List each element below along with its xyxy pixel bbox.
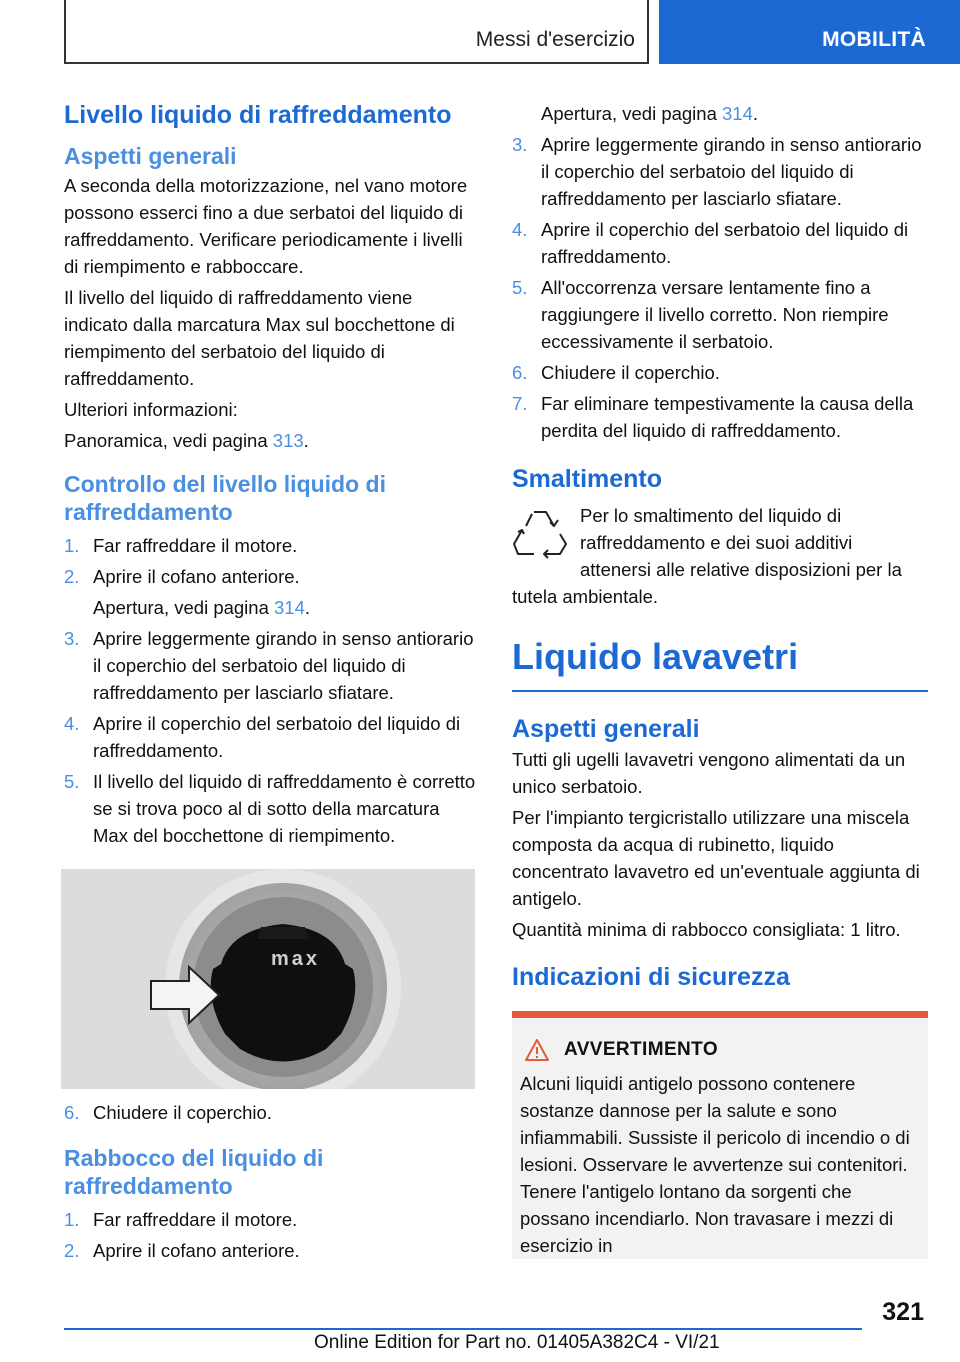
list-item: 1. Far raffreddare il motore. xyxy=(64,1209,298,1230)
list-item: 7. Far eliminare tempestivamente la causa della perdita del liquido di raffreddamento. xyxy=(512,393,914,441)
step6-list xyxy=(64,1099,476,1126)
list-item: 3. Aprire leggermente girando in senso antiorario il coperchio del serbatoio del liquido di raffreddamento per lasciarlo sfiatare. xyxy=(64,628,474,703)
list-item: 2. Aprire il cofano anteriore. xyxy=(64,566,300,587)
header-section-label: Messi d'esercizio xyxy=(475,28,635,51)
list-item: 6. Chiudere il coperchio. xyxy=(64,1102,272,1123)
more-info-text: Ulteriori informazioni: xyxy=(64,399,238,420)
washer-paragraph-1: Tutti gli ugelli lavavetri vengono alimentati da un unico serbatoio. xyxy=(512,749,906,797)
left-column xyxy=(64,100,476,1264)
coolant-title: Livello liquido di raffreddamento xyxy=(64,101,452,129)
right-column xyxy=(512,100,928,1259)
warning-text: Alcuni liquidi antigelo possono contenere sostanze dannose per la salute e sono infiammabili. Sussiste il pericolo di incendio o di lesioni. Osservare le avvertenze sui contenitori. Tenere l'antigelo lontano da sorgenti che possano incendiarlo. Non travasare i mezzi di esercizio in xyxy=(520,1073,910,1256)
list-item: 2. Aprire il cofano anteriore. xyxy=(64,1240,300,1261)
list-item: 4. Aprire il coperchio del serbatoio del liquido di raffreddamento. xyxy=(512,219,909,267)
refill-heading: Rabbocco del liquido di raffreddamento xyxy=(64,1145,324,1199)
general-heading: Aspetti generali xyxy=(64,143,237,169)
washer-paragraph-2: Per l'impianto tergicristallo utilizzare una miscela composta da acqua di rubinetto, liquido concentrato lavavetro ed un'eventuale aggiunta di antigelo. xyxy=(512,807,920,909)
max-marking: max xyxy=(271,948,321,970)
section-divider xyxy=(512,690,928,692)
header-chapter-label: MOBILITÀ xyxy=(822,28,926,51)
refill-steps-continued xyxy=(512,100,928,444)
list-item: 6. Chiudere il coperchio. xyxy=(512,362,720,383)
list-item: 3. Aprire leggermente girando in senso antiorario il coperchio del serbatoio del liquido di raffreddamento per lasciarlo sfiatare. xyxy=(512,134,922,209)
opening-page-link[interactable]: 314 xyxy=(274,597,305,618)
washer-paragraph-3: Quantità minima di rabbocco consigliata: 1 litro. xyxy=(512,919,901,940)
general-paragraph-2: Il livello del liquido di raffreddamento viene indicato dalla marcatura Max sul bocchettone di riempimento del serbatoio del liquido di raffreddamento. xyxy=(64,287,455,389)
check-heading: Controllo del livello liquido di raffreddamento xyxy=(64,471,386,525)
safety-heading: Indicazioni di sicurezza xyxy=(512,963,790,991)
list-item: 5. All'occorrenza versare lentamente fino a raggiungere il livello corretto. Non riempire eccessivamente il serbatoio. xyxy=(512,277,889,352)
list-item-continuation: Apertura, vedi pagina 314. xyxy=(93,597,311,618)
washer-general-heading: Aspetti generali xyxy=(512,715,700,743)
refill-steps-list xyxy=(64,1206,476,1264)
washer-title: Liquido lavavetri xyxy=(512,636,799,677)
disposal-block xyxy=(512,502,928,610)
page-number: 321 xyxy=(882,1298,924,1326)
overview-page-link[interactable]: 313 xyxy=(272,430,304,451)
warning-bar xyxy=(512,1011,928,1018)
list-item-continuation: Apertura, vedi pagina 314. xyxy=(541,103,759,124)
overview-text: Panoramica, vedi pagina xyxy=(64,430,268,451)
footer-edition: Online Edition for Part no. 01405A382C4 - VI/21 xyxy=(314,1332,720,1353)
list-item: 4. Aprire il coperchio del serbatoio del liquido di raffreddamento. xyxy=(64,713,461,761)
warning-title: AVVERTIMENTO xyxy=(564,1039,718,1060)
opening-page-link-right[interactable]: 314 xyxy=(722,103,753,124)
list-item: 1. Far raffreddare il motore. xyxy=(64,535,298,556)
warning-triangle-icon xyxy=(524,1038,550,1062)
disposal-text: Per lo smaltimento del liquido di raffreddamento e dei suoi additivi attenersi alle relative disposizioni per la tutela ambientale. xyxy=(512,505,902,607)
overview-reference: Panoramica, vedi pagina 313. xyxy=(64,430,309,451)
header-chapter-tab xyxy=(659,0,960,64)
warning-box xyxy=(512,1011,928,1259)
general-paragraph-1: A seconda della motorizzazione, nel vano motore possono esserci fino a due serbatoi del liquido di raffreddamento. Verificare periodicamente i livelli di riempimento e rabboccare. xyxy=(64,175,468,277)
recycle-icon xyxy=(512,504,568,560)
filler-cap-photo xyxy=(61,869,475,1089)
filler-cap-illustration xyxy=(61,869,475,1089)
header-section-tab xyxy=(64,0,649,64)
list-item: 5. Il livello del liquido di raffreddamento è corretto se si trova poco al di sotto della marcatura Max del bocchettone di riempimento. xyxy=(64,771,476,846)
check-steps-list xyxy=(64,532,476,849)
disposal-heading: Smaltimento xyxy=(512,465,663,493)
footer-divider xyxy=(64,1328,862,1330)
